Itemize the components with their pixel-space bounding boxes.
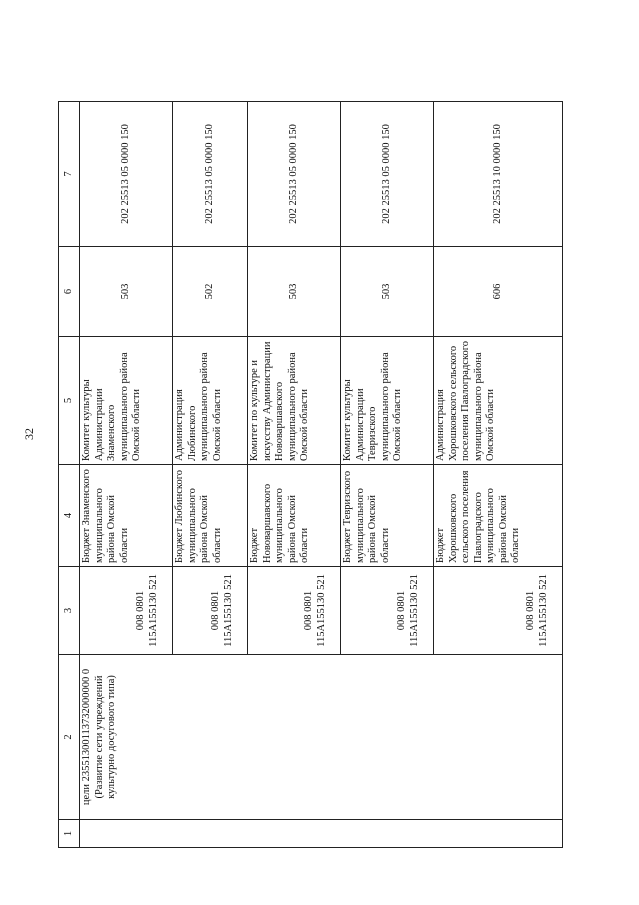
code-cell: 008 0801 115А155130 521 xyxy=(173,567,248,655)
header-col-7: 7 xyxy=(59,102,80,247)
admin-cell: Администрация Хорошковского сельского поселения Павлоградского муниципального района Омской области xyxy=(434,337,563,465)
purpose-text: цели 23551300113732000000 0 (Развитие сети учреждений культурно досугового типа) xyxy=(81,668,117,806)
distribution-table xyxy=(58,101,563,848)
num-cell: 502 xyxy=(173,247,248,337)
kbk-cell: 202 25513 05 0000 150 xyxy=(80,102,173,247)
budget-cell: Бюджет Тевризского муниципального района Омской области xyxy=(341,465,434,567)
budget-cell: Бюджет Любинского муниципального района Омской области xyxy=(173,465,248,567)
header-col-3: 3 xyxy=(59,567,80,655)
code-cell: 008 0801 115А155130 521 xyxy=(341,567,434,655)
admin-cell: Комитет культуры Администрации Тевризского муниципального района Омской области xyxy=(341,337,434,465)
page-number: 32 xyxy=(22,428,36,440)
admin-cell: Комитет по культуре и искусству Администрации Нововаршавского муниципального района Омской области xyxy=(248,337,341,465)
code-cell: 008 0801 115А155130 521 xyxy=(434,567,563,655)
table-container xyxy=(58,102,563,848)
num-cell: 503 xyxy=(248,247,341,337)
kbk-cell: 202 25513 05 0000 150 xyxy=(173,102,248,247)
num-cell: 503 xyxy=(80,247,173,337)
header-col-6: 6 xyxy=(59,247,80,337)
kbk-cell: 202 25513 10 0000 150 xyxy=(434,102,563,247)
code-cell: 008 0801 115А155130 521 xyxy=(80,567,173,655)
budget-cell: Бюджет Хорошковского сельского поселения Павлоградского муниципального района Омской области xyxy=(434,465,563,567)
num-cell: 606 xyxy=(434,247,563,337)
header-col-2: 2 xyxy=(59,655,80,820)
header-col-4: 4 xyxy=(59,465,80,567)
header-row xyxy=(59,102,80,848)
budget-cell: Бюджет Нововаршавского муниципального района Омской области xyxy=(248,465,341,567)
header-col-1: 1 xyxy=(59,820,80,848)
code-cell: 008 0801 115А155130 521 xyxy=(248,567,341,655)
table-row xyxy=(80,102,173,848)
rotated-table-wrapper xyxy=(58,102,563,848)
admin-cell: Администрация Любинского муниципального района Омской области xyxy=(173,337,248,465)
kbk-cell: 202 25513 05 0000 150 xyxy=(248,102,341,247)
num-cell: 503 xyxy=(341,247,434,337)
budget-cell: Бюджет Знаменского муниципального района Омской области xyxy=(80,465,173,567)
admin-cell: Комитет культуры Администрации Знаменского муниципального района Омской области xyxy=(80,337,173,465)
col1-cell xyxy=(80,820,563,848)
header-col-5: 5 xyxy=(59,337,80,465)
kbk-cell: 202 25513 05 0000 150 xyxy=(341,102,434,247)
purpose-cell xyxy=(80,655,563,820)
